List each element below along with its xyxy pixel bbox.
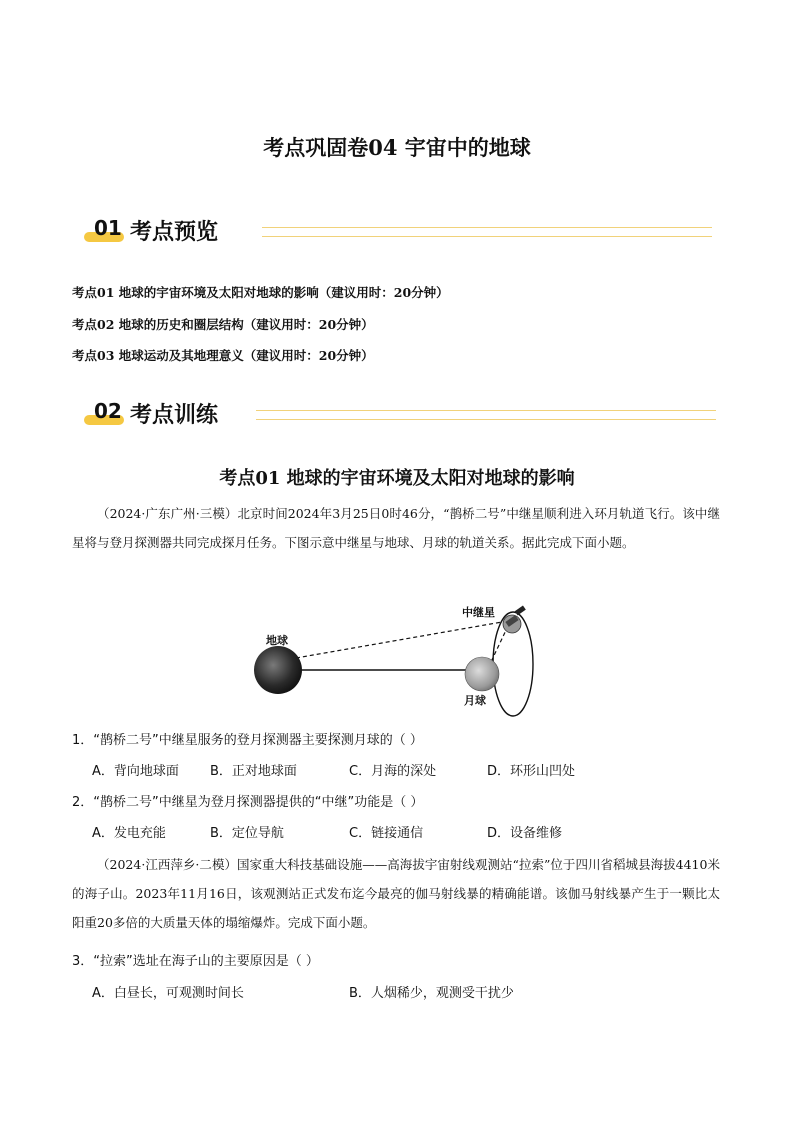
- q3-option-b: B．人烟稀少，观测受干扰少: [349, 986, 514, 1001]
- earth-relay-line: [296, 622, 502, 658]
- section-divider: [262, 227, 712, 237]
- passage-1: （2024·广东广州·三模）北京时间2024年3月25日0时46分，“鹊桥二号”中继星顺利进入环月轨道飞行。该中继星将与登月探测器共同完成探月任务。下图示意中继星与地球、月球的轨道关系。据此完成下面小题。: [72, 506, 720, 550]
- q2-option-b: B．定位导航: [210, 826, 284, 841]
- question-3: 3．“拉索”选址在海子山的主要原因是（ ）: [72, 954, 319, 969]
- section-number: 02: [94, 399, 122, 423]
- passage-2: （2024·江西萍乡·二模）国家重大科技基础设施——高海拔宇宙射线观测站“拉索”位于四川省稻城县海拔4410米的海子山。2023年11月16日，该观测站正式发布迄今最亮的伽马射线暴的精确能谱。该伽马射线暴产生于一颗比太阳重20多倍的大质量天体的塌缩爆炸。完成下面小题。: [72, 857, 720, 930]
- page-title: 考点巩固卷04 宇宙中的地球: [263, 135, 531, 160]
- q2-option-d: D．设备维修: [487, 826, 563, 841]
- q2-option-a: A．发电充能: [92, 826, 166, 841]
- section-divider: [256, 410, 716, 420]
- topic-title: 考点01 地球的宇宙环境及太阳对地球的影响: [219, 468, 575, 489]
- overview-item-2: 考点02 地球的历史和圈层结构（建议用时：20分钟）: [72, 317, 374, 332]
- q1-option-a: A．背向地球面: [92, 764, 179, 779]
- q1-option-d: D．环形山凹处: [487, 764, 576, 779]
- question-1: 1．“鹊桥二号”中继星服务的登月探测器主要探测月球的（ ）: [72, 733, 423, 748]
- section-label: 考点训练: [130, 403, 219, 428]
- section-header-overview: [84, 218, 724, 248]
- relay-satellite-icon: [503, 605, 526, 633]
- section-header-training: [84, 401, 724, 431]
- section-number: 01: [94, 216, 122, 240]
- q3-option-a: A．白昼长，可观测时间长: [92, 986, 244, 1001]
- earth-label: 地球: [266, 634, 288, 647]
- moon-icon: [465, 657, 499, 691]
- q1-option-b: B．正对地球面: [210, 764, 297, 779]
- q1-option-c: C．月海的深处: [349, 764, 437, 779]
- section-label: 考点预览: [130, 220, 219, 245]
- overview-item-3: 考点03 地球运动及其地理意义（建议用时：20分钟）: [72, 348, 374, 363]
- earth-icon: [254, 646, 302, 694]
- question-2: 2．“鹊桥二号”中继星为登月探测器提供的“中继”功能是（ ）: [72, 795, 424, 810]
- orbit-diagram: [250, 598, 550, 720]
- q2-option-c: C．链接通信: [349, 826, 424, 841]
- overview-item-1: 考点01 地球的宇宙环境及太阳对地球的影响（建议用时：20分钟）: [72, 285, 449, 300]
- relay-label: 中继星: [462, 606, 495, 619]
- moon-label: 月球: [464, 694, 486, 707]
